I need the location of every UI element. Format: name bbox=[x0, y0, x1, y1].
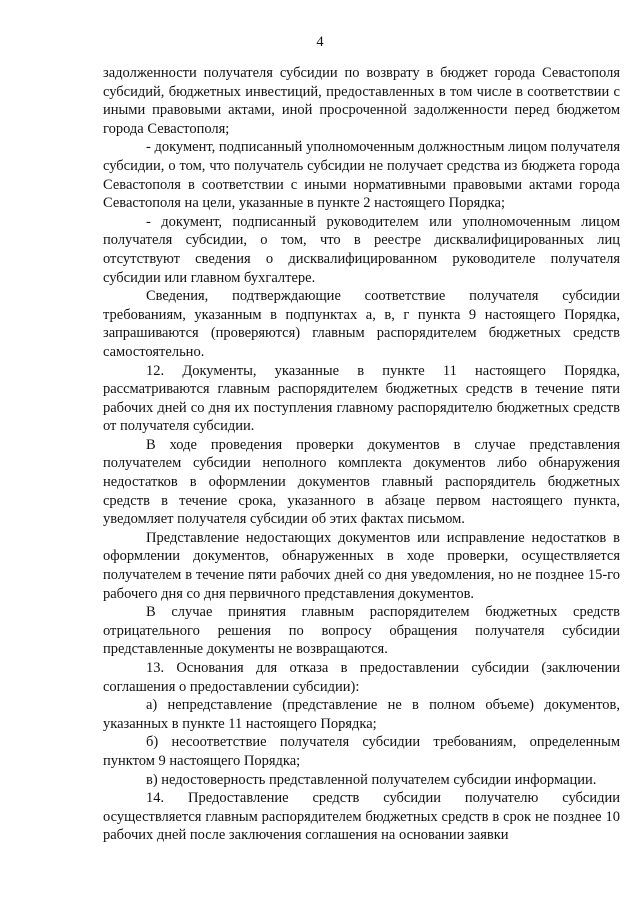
paragraph: 12. Документы, указанные в пункте 11 настоящего Порядка, рассматриваются главным распорядителем бюджетных средств в течение пяти рабочих дней со дня их поступления главному распорядителю бюджетных средств от получателя субсидии. bbox=[103, 362, 620, 435]
paragraph: а) непредставление (представление не в полном объеме) документов, указанных в пункте 11 настоящего Порядка; bbox=[103, 697, 620, 732]
page-number: 4 bbox=[316, 34, 324, 50]
paragraph: Сведения, подтверждающие соответствие получателя субсидии требованиям, указанным в подпунктах а, в, г пункта 9 настоящего Порядка, запрашиваются (проверяются) главным распорядителем бюджетных средств самостоятельно. bbox=[103, 288, 620, 360]
paragraph: задолженности получателя субсидии по возврату в бюджет города Севастополя субсидий, бюджетных инвестиций, предоставленных в том числе в соответствии с иными правовыми актами, иной просроченной задолженности перед бюджетом города Севастополя; bbox=[103, 65, 620, 137]
paragraph: в) недостоверность представленной получателем субсидии информации. bbox=[146, 771, 597, 788]
paragraph: - документ, подписанный уполномоченным должностным лицом получателя субсидии, о том, что получатель субсидии не получает средства из бюджета города Севастополя в соответствии с иными нормативными правовыми актами города Севастополя на цели, указанные в пункте 2 настоящего Порядка; bbox=[103, 139, 620, 212]
paragraph: В случае принятия главным распорядителем бюджетных средств отрицательного решения по вопросу обращения получателя субсидии представленные документы не возвращаются. bbox=[103, 604, 620, 658]
paragraph: - документ, подписанный руководителем или уполномоченным лицом получателя субсидии, о том, что в реестре дисквалифицированных лиц отсутствуют сведения о дисквалифицированном руководителе получателя субсидии или главном бухгалтере. bbox=[103, 213, 620, 286]
paragraph: б) несоответствие получателя субсидии требованиям, определенным пунктом 9 настоящего Порядка; bbox=[103, 734, 620, 769]
paragraph: 14. Предоставление средств субсидии получателю субсидии осуществляется главным распорядителем бюджетных средств в срок не позднее 10 рабочих дней после заключения соглашения на основании заявки bbox=[103, 790, 620, 844]
paragraph: В ходе проведения проверки документов в случае представления получателем субсидии неполного комплекта документов либо обнаружения недостатков в оформлении документов главный распорядитель бюджетных средств в течение срока, указанного в абзаце первом настоящего пункта, уведомляет получателя субсидии об этих фактах письмом. bbox=[103, 436, 620, 528]
document-body bbox=[103, 64, 620, 845]
paragraph: Представление недостающих документов или исправление недостатков в оформлении документов, обнаруженных в ходе проверки, осуществляется получателем в течение пяти рабочих дней со дня уведомления, но не позднее 15-го рабочего дня со дня первичного представления документов. bbox=[103, 529, 620, 602]
paragraph: 13. Основания для отказа в предоставлении субсидии (заключении соглашения о предоставлении субсидии): bbox=[103, 660, 620, 695]
